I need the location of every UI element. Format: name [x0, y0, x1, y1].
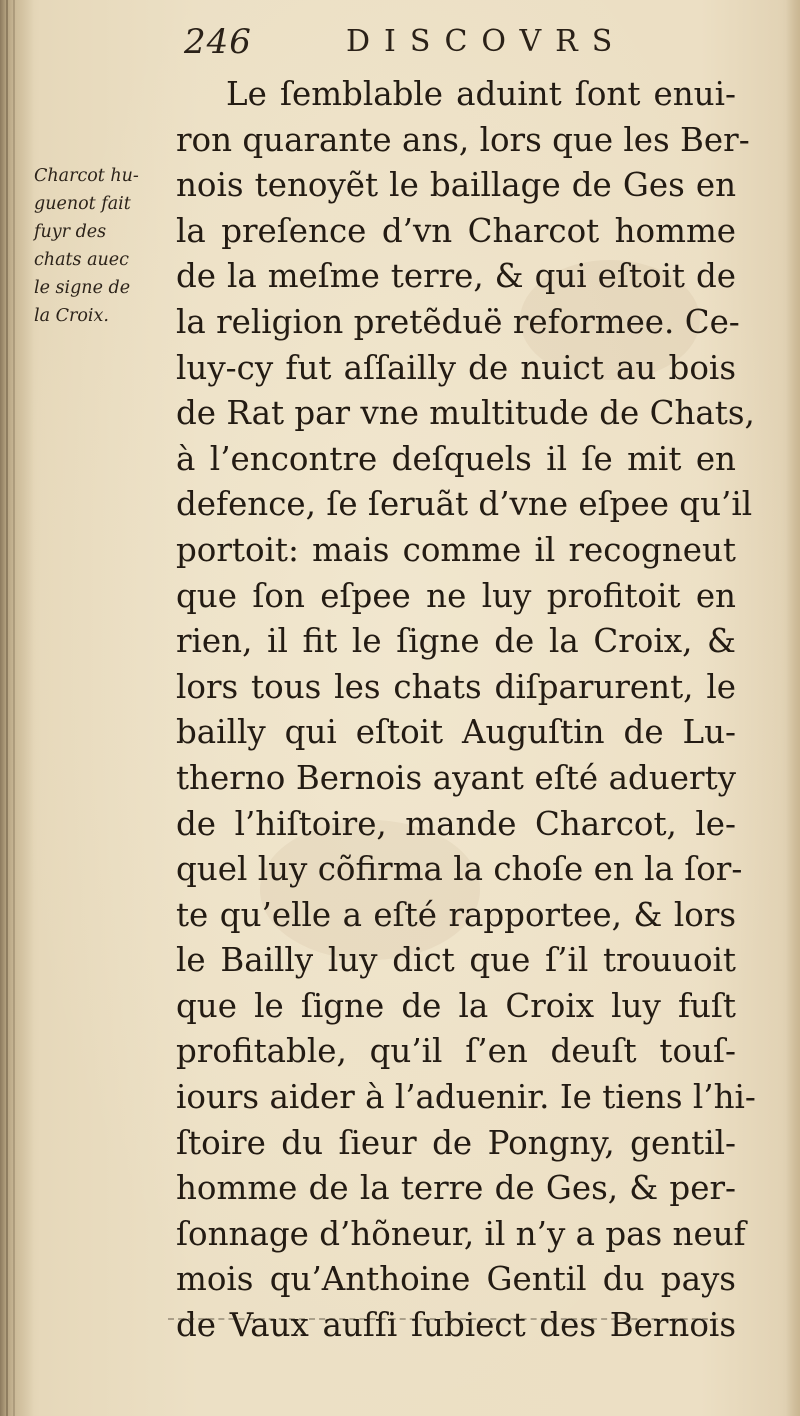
text-line: iours aider à l’aduenir. Ie tiens l’hi- [176, 1078, 756, 1117]
text-line: de la meſme terre, & qui eſtoit de [176, 257, 736, 296]
text-line: ſtoire du ſieur de Pongny, gentil- [176, 1123, 736, 1162]
show-through-rule [168, 1318, 728, 1322]
text-line: de l’hiſtoire, mande Charcot, le- [176, 804, 736, 843]
text-line: quel luy cõfirma la choſe en la ſor- [176, 850, 743, 889]
running-head [180, 14, 650, 66]
text-line: de Vaux auſſi ſubiect des Bernois [176, 1306, 736, 1345]
text-line: que ſon eſpee ne luy profitoit en [176, 576, 736, 615]
text-line: ſonnage d’hõneur, il n’y a pas neuf [176, 1214, 746, 1253]
text-line: defence, ſe ſeruãt d’vne eſpee qu’il [176, 485, 753, 524]
marginal-note-line: fuyr des [34, 222, 107, 242]
marginal-note-line: la Croix. [34, 306, 109, 326]
text-line: bailly qui eſtoit Auguſtin de Lu- [176, 713, 736, 752]
text-line: therno Bernois ayant eſté aduerty [176, 758, 736, 797]
text-line: te qu’elle a eſté rapportee, & lors [176, 895, 736, 934]
text-line: de Rat par vne multitude de Chats, [176, 394, 755, 433]
text-line: la religion pretẽduë reformee. Ce- [176, 302, 740, 341]
text-line: rien, il fit le ſigne de la Croix, & [176, 622, 736, 661]
text-line: profitable, qu’il ſ’en deuſt touſ- [176, 1032, 736, 1071]
text-line: à l’encontre deſquels il ſe mit en [176, 439, 736, 478]
text-line: Le ſemblable aduint ſont enui- [226, 75, 736, 113]
marginal-note-line: Charcot hu- [34, 166, 139, 186]
text-line: portoit: mais comme il recogneut [176, 530, 736, 569]
text-line: la preſence d’vn Charcot homme [176, 211, 736, 250]
marginal-note-line: guenot fait [34, 194, 131, 214]
binding-edge-line [13, 0, 15, 1416]
text-line: nois tenoyẽt le baillage de Ges en [176, 166, 736, 205]
page-gutter [0, 0, 34, 1416]
text-line: mois qu’Anthoine Gentil du pays [176, 1260, 736, 1299]
text-line: ron quarante ans, lors que les Ber- [176, 120, 750, 159]
text-line: homme de la terre de Ges, & per- [176, 1169, 736, 1208]
text-line: le Bailly luy dict que ſ’il trouuoit [176, 941, 736, 980]
marginal-note-line: chats auec [34, 250, 129, 270]
running-title: DISCOVRS [346, 24, 627, 59]
marginal-note [34, 162, 174, 330]
page-right-edge [786, 0, 800, 1416]
binding-edge-line [6, 0, 8, 1416]
marginal-note-line: le signe de [34, 278, 131, 298]
text-line: lors tous les chats diſparurent, le [176, 667, 736, 706]
body-text [176, 72, 756, 1349]
page-number: 246 [184, 22, 252, 62]
text-line: que le ſigne de la Croix luy fuſt [176, 986, 736, 1025]
text-line: luy-cy fut aſſailly de nuict au bois [176, 348, 736, 387]
